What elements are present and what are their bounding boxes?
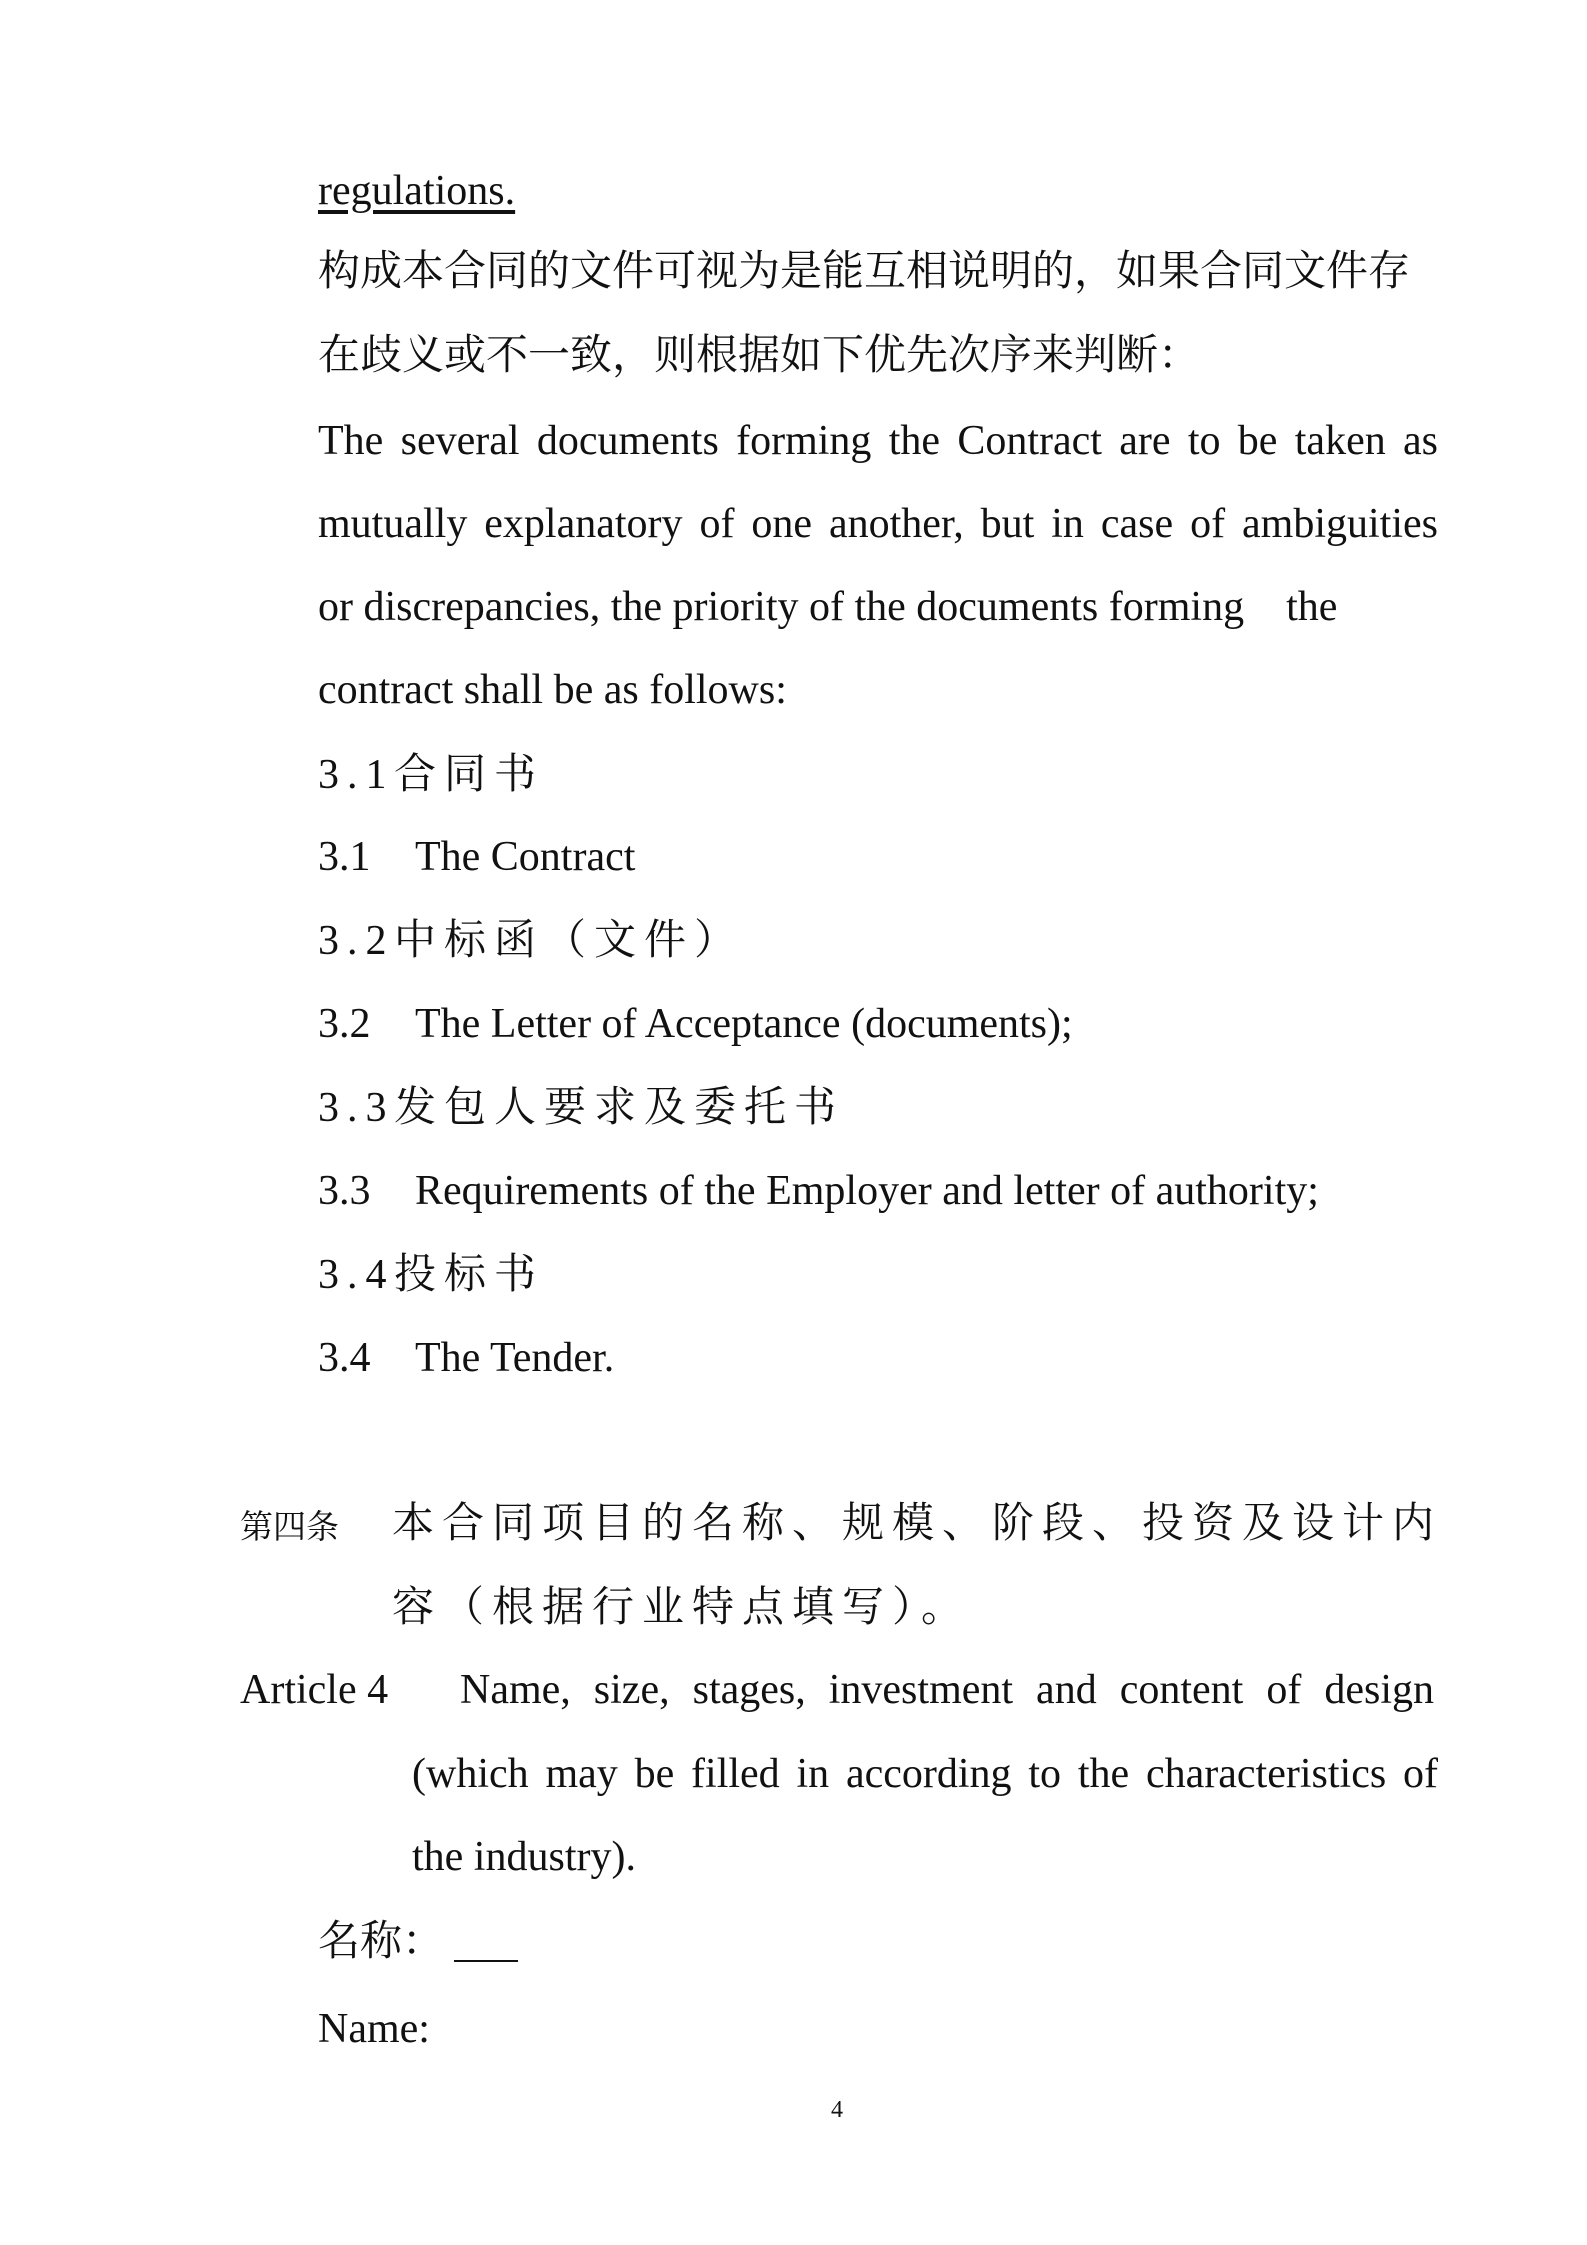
- article-4-label-en: Article 4: [240, 1667, 389, 1713]
- item-3-2-en: [318, 1003, 1073, 1045]
- item-3-1-en: [318, 836, 635, 878]
- article-4-label-zh: 第四条: [240, 1507, 339, 1546]
- item-zh-text: 投标书: [394, 1249, 545, 1298]
- article-4-title-en-2: (which may be filled in according to the characteristics of: [412, 1751, 1438, 1797]
- item-3-3-en: [318, 1170, 1319, 1212]
- article-4-title-zh-2: 容（根据行业特点填写）。: [392, 1582, 972, 1631]
- item-number: 3.3: [318, 1168, 371, 1214]
- article-4-title-en-1: Name, size, stages, investment and content of design: [460, 1667, 1434, 1713]
- text-line-en-3-content: or discrepancies, the priority of the documents forming the: [318, 584, 1338, 630]
- text-line-zh-2: 在歧义或不一致，则根据如下优先次序来判断：: [318, 330, 1201, 379]
- item-3-4-zh: [318, 1249, 545, 1298]
- item-en-text: The Letter of Acceptance (documents);: [415, 1001, 1073, 1047]
- item-number: 3.3: [318, 1085, 395, 1131]
- name-label-en: Name:: [318, 2006, 430, 2052]
- item-number: 3.1: [318, 834, 371, 880]
- article-4-en-line-1: [240, 1669, 1438, 1711]
- item-3-2-zh: [318, 915, 745, 964]
- text-line-en-2: mutually explanatory of one another, but in case of ambiguities: [318, 501, 1438, 547]
- item-3-4-en: [318, 1337, 614, 1379]
- item-zh-text: 合同书: [394, 749, 545, 798]
- item-zh-text: 中标函（文件）: [394, 915, 745, 964]
- text-line-en-3: [318, 586, 1438, 628]
- item-3-3-zh: [318, 1082, 845, 1131]
- text-line-en-4: contract shall be as follows:: [318, 667, 787, 713]
- name-field-zh: [318, 1916, 518, 1965]
- article-4-title-en-3: the industry).: [412, 1834, 636, 1880]
- name-label-zh: 名称：: [318, 1916, 445, 1965]
- item-number: 3.2: [318, 918, 395, 964]
- item-en-text: The Tender.: [415, 1335, 615, 1381]
- text-line-zh-1: 构成本合同的文件可视为是能互相说明的，如果合同文件存: [318, 246, 1411, 295]
- page-number: 4: [831, 2097, 843, 2123]
- item-number: 3.4: [318, 1335, 371, 1381]
- text-line-en-1: The several documents forming the Contract are to be taken as: [318, 418, 1438, 464]
- item-number: 3.4: [318, 1252, 395, 1298]
- item-number: 3.1: [318, 752, 395, 798]
- text-line-regulations: regulations.: [318, 168, 516, 214]
- item-en-text: Requirements of the Employer and letter of authority;: [415, 1168, 1319, 1214]
- item-zh-text: 发包人要求及委托书: [394, 1082, 845, 1131]
- article-4-title-zh-1: 本合同项目的名称、规模、阶段、投资及设计内: [392, 1498, 1443, 1547]
- name-blank-line: [454, 1924, 518, 1962]
- item-3-1-zh: [318, 749, 545, 798]
- item-en-text: The Contract: [415, 834, 636, 880]
- item-number: 3.2: [318, 1001, 371, 1047]
